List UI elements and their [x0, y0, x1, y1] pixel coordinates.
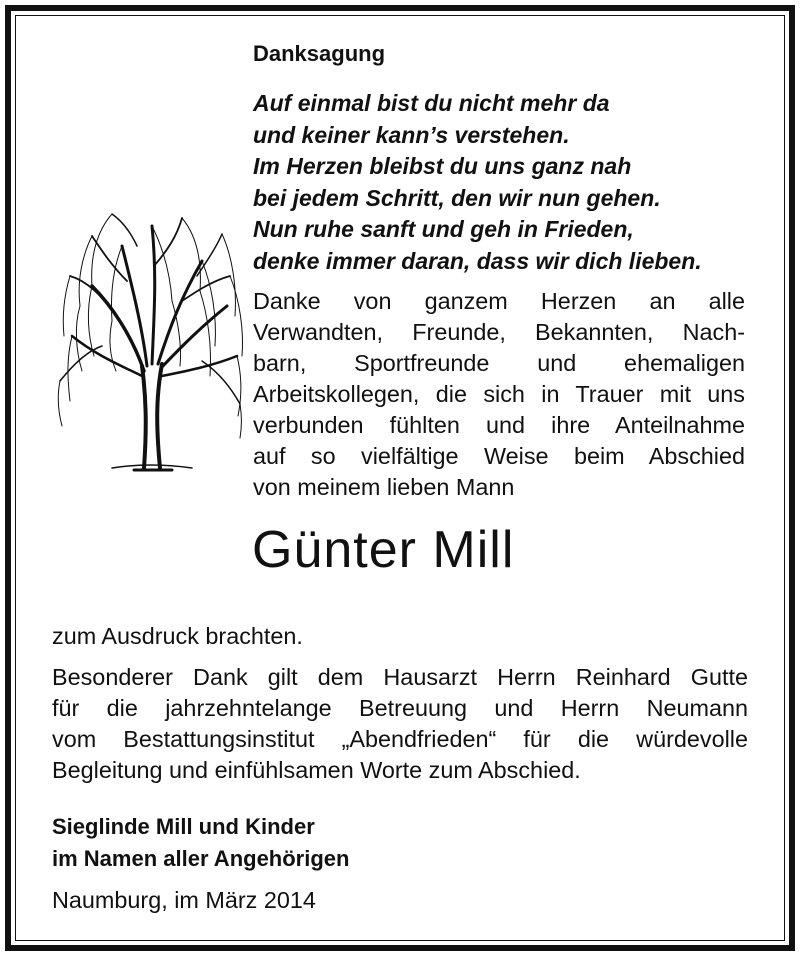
poem-line: bei jedem Schritt, den wir nun gehen.	[253, 184, 661, 211]
signature	[52, 811, 349, 875]
thanks-line: Danke von ganzem Herzen an alle	[253, 288, 745, 314]
thanks-line: verbunden fühlten und ihre Anteilnahme	[253, 412, 745, 438]
special-line: Begleitung und einfühlsamen Worte zum Abschied.	[52, 757, 581, 783]
place-date: Naumburg, im März 2014	[52, 887, 316, 913]
special-thanks-paragraph	[52, 662, 748, 786]
poem	[253, 88, 702, 277]
thanks-line: von meinem lieben Mann	[253, 474, 515, 500]
deceased-name: Günter Mill	[252, 521, 515, 579]
poem-line: Nun ruhe sanft und geh in Frieden,	[253, 216, 634, 242]
notice-heading: Danksagung	[253, 41, 386, 66]
poem-line: denke immer daran, dass wir dich lieben.	[253, 247, 702, 274]
thanks-line: Arbeitskollegen, die sich in Trauer mit uns	[253, 381, 745, 407]
thanks-line: Verwandten, Freunde, Bekannten, Nach-	[253, 319, 745, 345]
poem-line: und keiner kann’s verstehen.	[253, 121, 570, 148]
expression-line: zum Ausdruck brachten.	[52, 623, 303, 649]
poem-line: Im Herzen bleibst du uns ganz nah	[253, 153, 632, 179]
special-line: Besonderer Dank gilt dem Hausarzt Herrn Reinhard Gutte	[52, 664, 748, 690]
poem-line: Auf einmal bist du nicht mehr da	[253, 90, 610, 116]
thanks-line: barn, Sportfreunde und ehemaligen	[253, 350, 745, 376]
signature-line: im Namen aller Angehörigen	[52, 846, 350, 871]
thanks-paragraph	[253, 286, 745, 503]
special-line: vom Bestattungsinstitut „Abendfrieden“ für die würdevolle	[52, 726, 748, 752]
thanks-line: auf so vielfältige Weise beim Abschied	[253, 443, 745, 469]
special-line: für die jahrzehntelange Betreuung und Herrn Neumann	[52, 695, 748, 721]
signature-line: Sieglinde Mill und Kinder	[52, 814, 315, 839]
tree-icon	[52, 206, 248, 474]
